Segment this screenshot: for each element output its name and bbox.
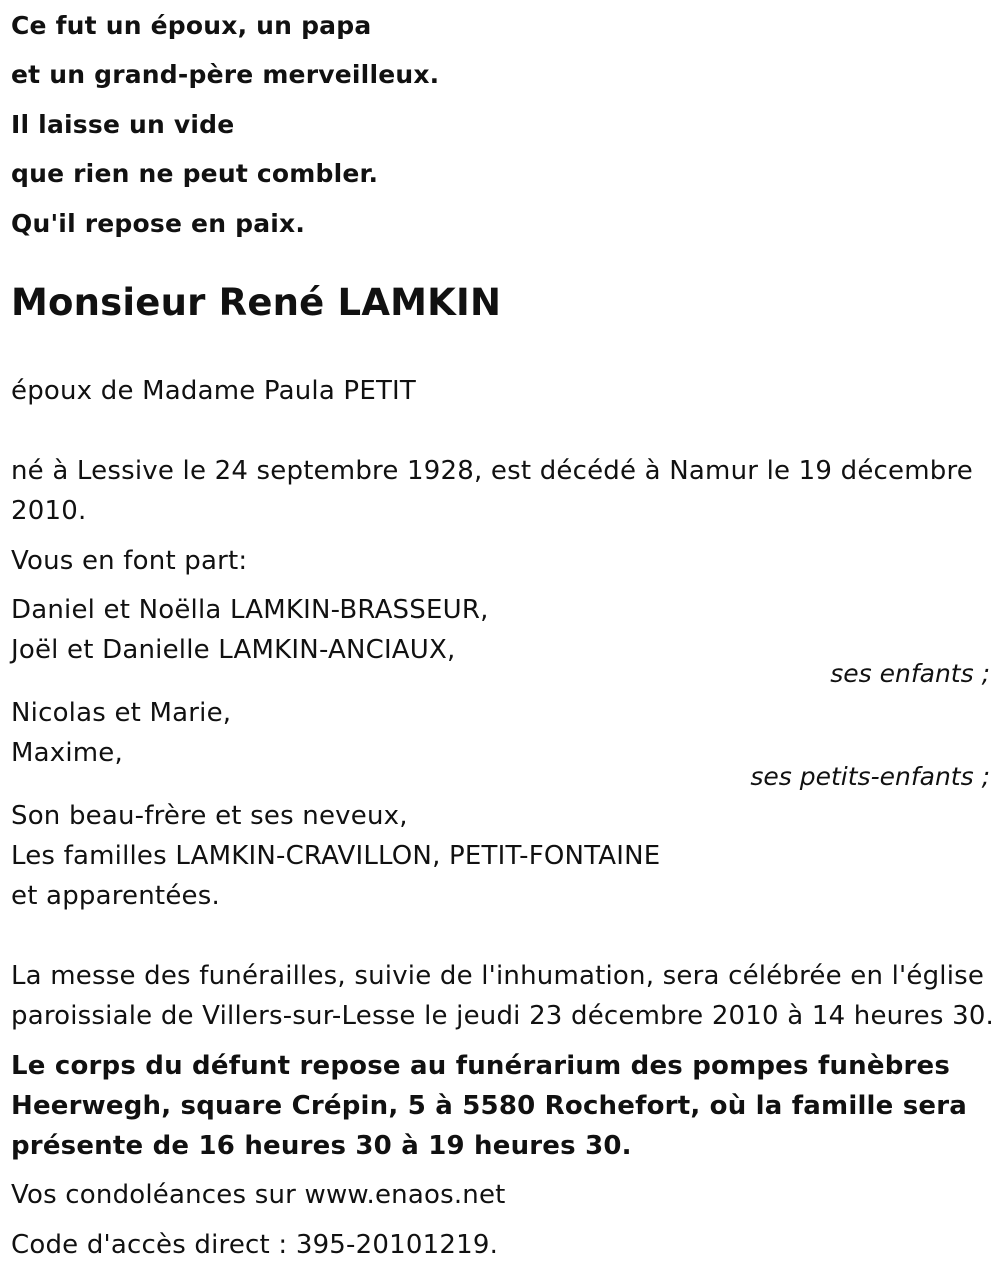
grandchildren-label: ses petits-enfants ; xyxy=(750,762,990,791)
birth-death-line: né à Lessive le 24 septembre 1928, est décédé à Namur le 19 décembre xyxy=(11,456,973,486)
family-line: Son beau-frère et ses neveux, xyxy=(11,801,408,831)
child-line: Daniel et Noëlla LAMKIN-BRASSEUR, xyxy=(11,595,489,625)
spouse-line: époux de Madame Paula PETIT xyxy=(11,376,416,406)
grandchild-line: Maxime, xyxy=(11,738,123,768)
grandchild-line: Nicolas et Marie, xyxy=(11,698,232,728)
child-line: Joël et Danielle LAMKIN-ANCIAUX, xyxy=(11,635,456,665)
access-code-line: Code d'accès direct : 395-20101219. xyxy=(11,1230,499,1260)
poem-line: Qu'il repose en paix. xyxy=(11,209,306,238)
ceremony-line: La messe des funérailles, suivie de l'inhumation, sera célébrée en l'église xyxy=(11,961,985,991)
family-line: Les familles LAMKIN-CRAVILLON, PETIT-FONTAINE xyxy=(11,841,661,871)
family-line: et apparentées. xyxy=(11,881,220,911)
funeral-home-line: présente de 16 heures 30 à 19 heures 30. xyxy=(11,1131,632,1161)
birth-death-line: 2010. xyxy=(11,496,87,526)
poem-line: Ce fut un époux, un papa xyxy=(11,11,372,40)
children-label: ses enfants ; xyxy=(830,659,990,688)
condolences-line: Vos condoléances sur www.enaos.net xyxy=(11,1180,506,1210)
funeral-home-line: Le corps du défunt repose au funérarium des pompes funèbres xyxy=(11,1051,951,1081)
announcement-intro: Vous en font part: xyxy=(11,546,248,576)
deceased-name: Monsieur René LAMKIN xyxy=(11,281,502,324)
poem-line: Il laisse un vide xyxy=(11,110,235,139)
ceremony-line: paroissiale de Villers-sur-Lesse le jeudi 23 décembre 2010 à 14 heures 30. xyxy=(11,1001,995,1031)
funeral-home-line: Heerwegh, square Crépin, 5 à 5580 Rochefort, où la famille sera xyxy=(11,1091,968,1121)
poem-line: et un grand-père merveilleux. xyxy=(11,60,440,89)
poem-line: que rien ne peut combler. xyxy=(11,159,379,188)
